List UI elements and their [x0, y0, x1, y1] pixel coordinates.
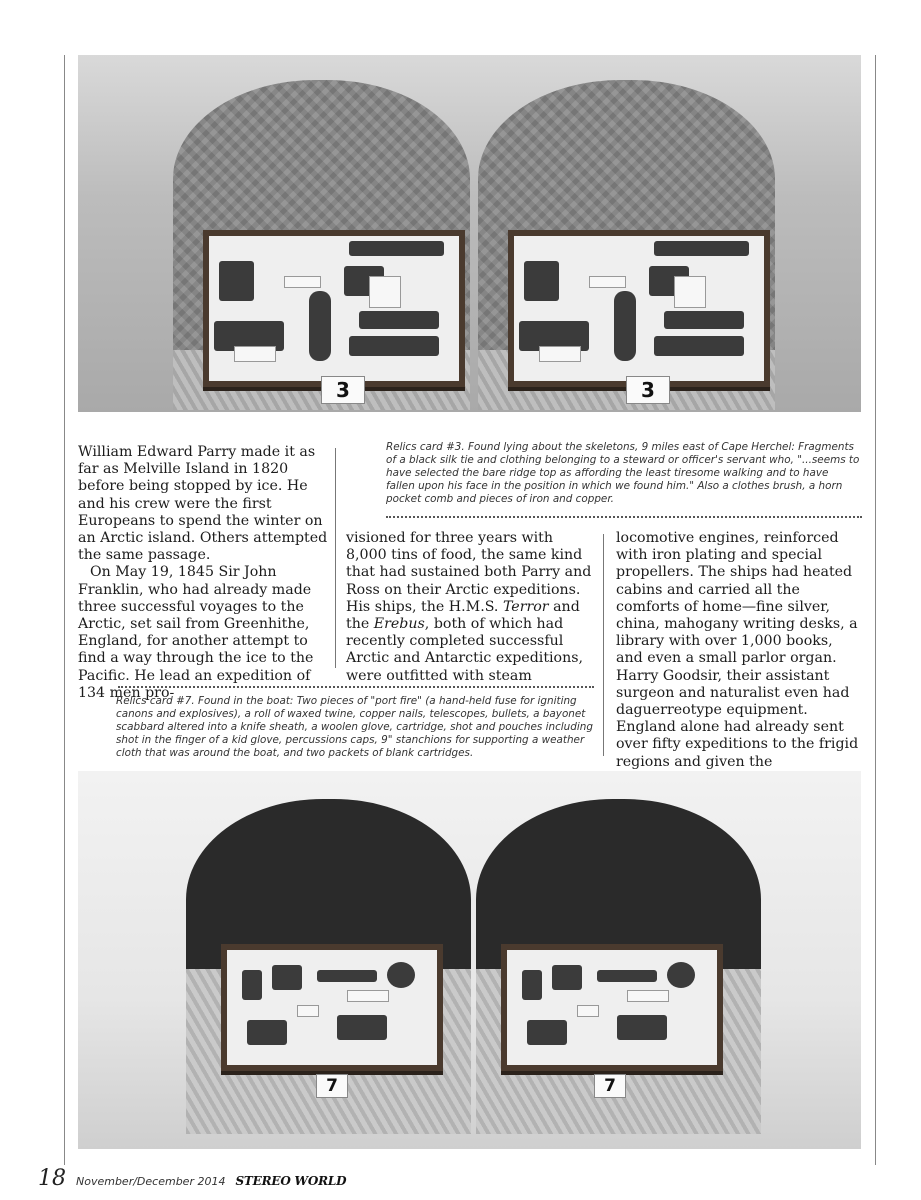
relic-label — [539, 346, 581, 362]
stereo-left-image — [186, 799, 471, 1134]
issue-date: November/December 2014 — [76, 1175, 226, 1188]
relic-clothes-brush — [309, 291, 331, 361]
relic-fragment — [664, 311, 744, 329]
relic-fragment — [654, 241, 749, 256]
relic-label — [234, 346, 276, 362]
column-rule — [335, 448, 336, 668]
relic-fragment — [524, 261, 559, 301]
ship-name-terror: Terror — [502, 598, 549, 615]
relic-label — [369, 276, 401, 308]
page-footer — [38, 1166, 346, 1194]
relic-tray — [508, 230, 770, 387]
stereoview-card-3 — [78, 55, 861, 412]
stereo-right-image — [478, 80, 775, 410]
relic-item — [387, 962, 415, 988]
relic-label — [284, 276, 321, 288]
relic-fragment — [349, 336, 439, 356]
relic-item — [242, 970, 262, 1000]
relic-clothes-brush — [614, 291, 636, 361]
relic-item — [597, 970, 657, 982]
paragraph: On May 19, 1845 Sir John Franklin, who had already made three successful voyages to the Arctic, set sail from Greenhithe, England, for another attempt to find a way through the ice to the Pacific. He lead an expedition of 134 men pro- — [78, 564, 314, 701]
relic-item — [617, 1015, 667, 1040]
relic-item — [667, 962, 695, 988]
relic-item — [522, 970, 542, 1000]
magazine-name: STEREO WORLD — [235, 1174, 347, 1188]
card-number-label: 7 — [316, 1074, 348, 1098]
caption-card-7: Relics card #7. Found in the boat: Two pieces of "port fire" (a hand-held fuse for igniting canons and explosives), a roll of waxed twine, copper nails, telescopes, bullets, a bayonet scabbard altered into a knife sheath, a woolen glove, cartridge, shot and pouches including shot in the finger of a kid glove, percussions caps, 9" stanchions for supporting a weather cloth that was around the boat, and two packets of blank cartridges. — [116, 695, 593, 759]
relic-tray — [203, 230, 465, 387]
relic-item — [527, 1020, 567, 1045]
relic-fragment — [219, 261, 254, 301]
relic-item — [552, 965, 582, 990]
stereo-right-image — [476, 799, 761, 1134]
text-run: , both of which had recently completed successful Arctic and Antarctic expeditions, were outfitted with steam — [346, 616, 584, 684]
relic-tray — [501, 944, 723, 1071]
stereoview-card-7 — [78, 771, 861, 1149]
relic-item — [247, 1020, 287, 1045]
paragraph: locomotive engines, reinforced with iron plating and special propellers. The ships had heated cabins and carried all the comforts of home—fine silver, china, mahogany writing desks, a library with over 1,000 books, and even a small parlor organ. Harry Goodsir, their assistant surgeon and naturalist even had daguerreotype equipment. England alone had already sent over fifty expeditions to the frigid regions and given the — [616, 530, 859, 770]
article-column-1 — [78, 444, 328, 702]
relic-label — [577, 1005, 599, 1017]
relic-label — [589, 276, 626, 288]
page-number: 18 — [38, 1166, 66, 1191]
caption-card-3: Relics card #3. Found lying about the skeletons, 9 miles east of Cape Herchel: Fragments of a black silk tie and clothing belonging to a steward or officer's servant who, "...seems to have selected the bare ridge top as affording the least tiresome walking and to have fallen upon his face in the position in which we found him." Also a clothes brush, a horn pocket comb and pieces of iron and copper. — [386, 441, 860, 505]
right-margin-rule — [875, 55, 876, 1165]
card-number-label: 7 — [594, 1074, 626, 1098]
column-rule — [603, 534, 604, 756]
caption-dotted-rule — [118, 686, 594, 688]
relic-fragment — [654, 336, 744, 356]
paragraph: William Edward Parry made it as far as Melville Island in 1820 before being stopped by ice. He and his crew were the first Europeans to spend the winter on an Arctic island. Others attempted the same passage. — [78, 444, 328, 564]
article-column-3 — [616, 530, 862, 788]
relic-fragment — [359, 311, 439, 329]
relic-item — [272, 965, 302, 990]
caption-dotted-rule — [386, 516, 862, 518]
relic-tray — [221, 944, 443, 1071]
text-run: visioned for three years with 8,000 tins of food, the same kind that had sustained both Parry and Ross on their Arctic expeditions. His ships, the H.M.S. — [346, 530, 592, 615]
relic-label — [627, 990, 669, 1002]
text-run: and the — [346, 598, 580, 633]
stereo-left-image — [173, 80, 470, 410]
relic-item — [337, 1015, 387, 1040]
card-number-label: 3 — [626, 376, 670, 404]
card-number-label: 3 — [321, 376, 365, 404]
left-margin-rule — [64, 55, 65, 1165]
article-column-2 — [346, 530, 596, 685]
relic-label — [297, 1005, 319, 1017]
relic-fragment — [349, 241, 444, 256]
ship-name-erebus: Erebus — [373, 616, 425, 633]
relic-item — [317, 970, 377, 982]
relic-label — [347, 990, 389, 1002]
relic-label — [674, 276, 706, 308]
paragraph — [346, 530, 596, 685]
